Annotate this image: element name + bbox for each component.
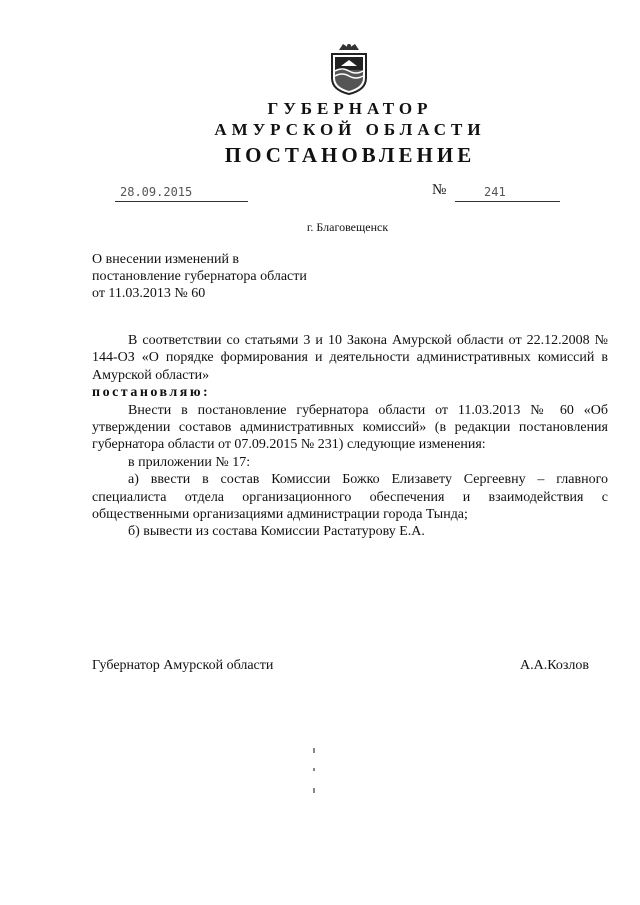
document-date: 28.09.2015 [120,185,193,199]
document-subject: О внесении изменений в постановление губернатора области от 11.03.2013 № 60 [92,252,307,301]
main-paragraph: Внести в постановление губернатора области от 11.03.2013 № 60 «Об утверждении составов административных комиссий» (в редакции постановления губернатора области от 07.09.2015 № 231) следующие изменения: [92,402,608,453]
number-underline [455,201,560,202]
issuer-region: АМУРСКОЙ ОБЛАСТИ [214,120,486,139]
document-body [92,332,608,541]
item-a: а) ввести в состав Комиссии Божко Елизавету Сергеевну – главного специалиста отдела организационного обеспечения и взаимодействия с общественными организациями администрации города Тында; [92,472,608,523]
document-city: г. Благовещенск [306,220,389,234]
resolve-word: постановляю: [92,385,211,401]
issuer-title: ГУБЕРНАТОР [267,99,433,118]
signatory-title: Губернатор Амурской области [92,658,274,673]
scan-speck [313,768,315,771]
item-intro: в приложении № 17: [128,454,251,470]
item-b: б) вывести из состава Комиссии Растатурову Е.А. [128,524,425,540]
document-number: 241 [484,185,506,199]
preamble-paragraph: В соответствии со статьями 3 и 10 Закона Амурской области от 22.12.2008 № 144-ОЗ «О порядке формирования и деятельности административных комиссий в Амурской области» [92,333,608,383]
number-sign: № [432,182,447,198]
signatory-name: А.А.Козлов [520,658,589,673]
scan-speck [313,748,315,753]
scan-speck [313,788,315,793]
date-underline [115,201,248,202]
document-type: ПОСТАНОВЛЕНИЕ [224,143,476,167]
coat-of-arms-emblem [325,40,373,96]
